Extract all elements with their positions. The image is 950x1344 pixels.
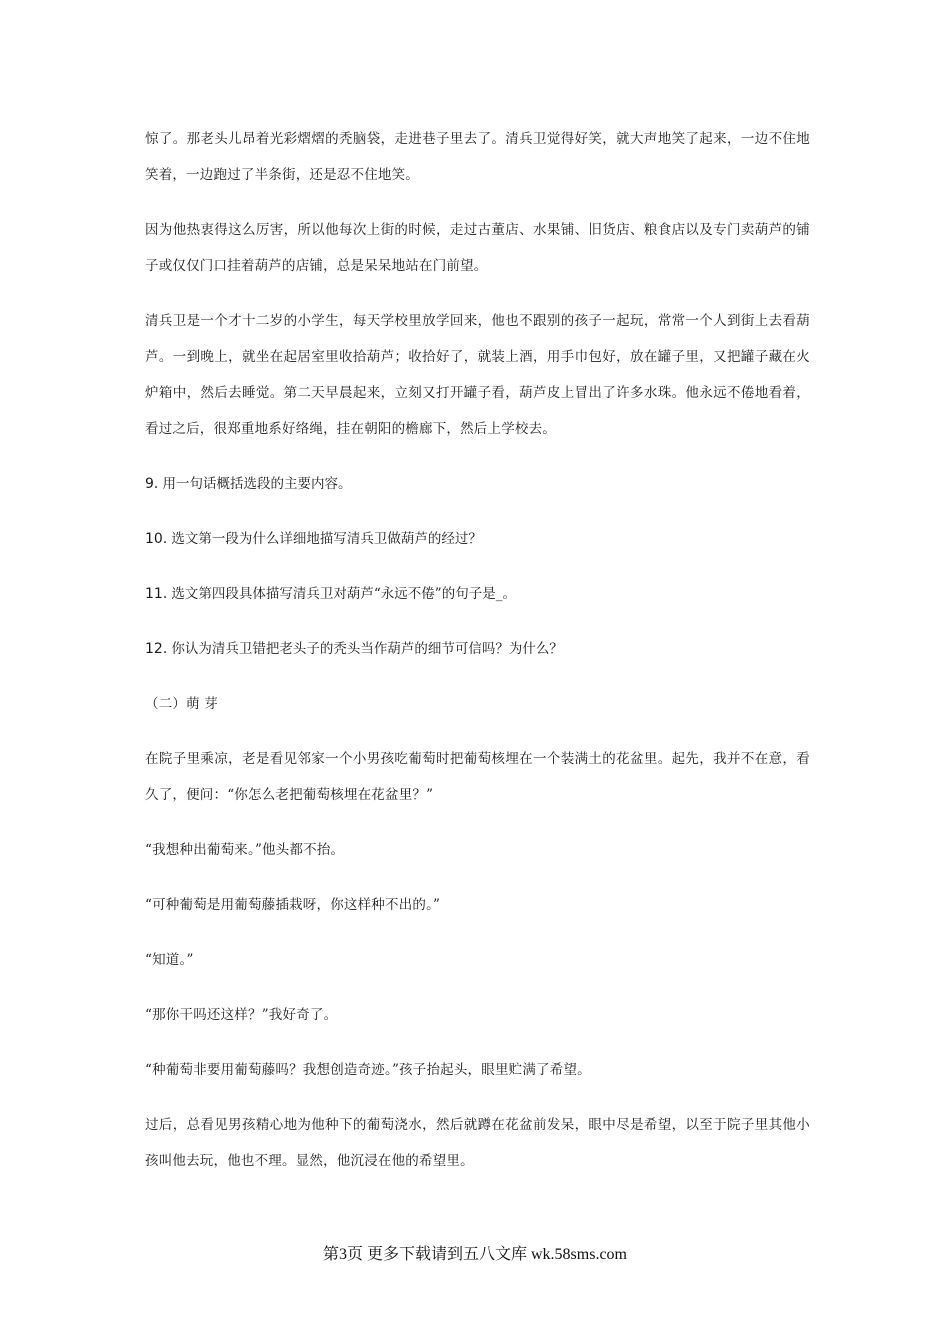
- paragraph-gap: [145, 978, 810, 997]
- question-number: 12: [145, 641, 163, 657]
- paragraph-gap: [145, 284, 810, 303]
- story-paragraph: 在院子里乘凉，老是看见邻家一个小男孩吃葡萄时把葡萄核埋在一个装满土的花盆里。起先，我并不在意，看久了，便问：“你怎么老把葡萄核埋在花盆里？”: [145, 751, 810, 803]
- question-12: [145, 631, 810, 667]
- question-10: [145, 521, 810, 557]
- paragraph-gap: [145, 667, 810, 686]
- question-9: [145, 466, 810, 502]
- paragraph-gap: [145, 502, 810, 521]
- question-text: . 你认为清兵卫错把老头子的秃头当作葫芦的细节可信吗？为什么？: [162, 641, 563, 657]
- page-content: [145, 121, 810, 1179]
- paragraph-gap: [145, 1088, 810, 1107]
- paragraph-gap: [145, 868, 810, 887]
- question-text: . 用一句话概括选段的主要内容。: [153, 476, 352, 492]
- paragraph-gap: [145, 557, 810, 576]
- paragraph: 清兵卫是一个才十二岁的小学生，每天学校里放学回来，他也不跟别的孩子一起玩，常常一个人到街上去看葫芦。一到晚上，就坐在起居室里收拾葫芦；收拾好了，就装上酒，用手巾包好，放在罐子里，又把罐子藏在火炉箱中，然后去睡觉。第二天早晨起来，立刻又打开罐子看，葫芦皮上冒出了许多水珠。他永远不倦地看着，看过之后，很郑重地系好络绳，挂在朝阳的檐廊下，然后上学校去。: [145, 313, 810, 437]
- paragraph-gap: [145, 447, 810, 466]
- paragraph-gap: [145, 923, 810, 942]
- story-paragraph: “我想种出葡萄来。”他头都不抬。: [145, 842, 345, 858]
- story-paragraph: “种葡萄非要用葡萄藤吗？我想创造奇迹。”孩子抬起头，眼里贮满了希望。: [145, 1062, 591, 1078]
- paragraph-gap: [145, 722, 810, 741]
- story-paragraph: 过后，总看见男孩精心地为他种下的葡萄浇水，然后就蹲在花盆前发呆，眼中尽是希望，以至于院子里其他小孩叫他去玩，他也不理。显然，他沉浸在他的希望里。: [145, 1117, 810, 1169]
- question-number: 10: [145, 531, 163, 547]
- question-text: . 选文第一段为什么详细地描写清兵卫做葫芦的经过？: [162, 531, 482, 547]
- question-text: . 选文第四段具体描写清兵卫对葫芦“永远不倦”的句子是_。: [162, 586, 516, 602]
- story-paragraph: “可种葡萄是用葡萄藤插栽呀，你这样种不出的。”: [145, 897, 441, 913]
- paragraph-gap: [145, 813, 810, 832]
- question-number: 9: [145, 476, 154, 492]
- question-number: 11: [145, 586, 163, 602]
- question-11: [145, 576, 810, 612]
- paragraph: 惊了。那老头儿昂着光彩熠熠的秃脑袋，走进巷子里去了。清兵卫觉得好笑，就大声地笑了起来，一边不住地笑着，一边跑过了半条街，还是忍不住地笑。: [145, 131, 810, 183]
- page-footer: 第3页 更多下载请到五八文库 wk.58sms.com: [322, 1246, 627, 1263]
- paragraph: 因为他热衷得这么厉害，所以他每次上街的时候，走过古董店、水果铺、旧货店、粮食店以及专门卖葫芦的铺子或仅仅门口挂着葫芦的店铺，总是呆呆地站在门前望。: [145, 222, 810, 274]
- story-paragraph: “那你干吗还这样？”我好奇了。: [145, 1007, 338, 1023]
- paragraph-gap: [145, 1033, 810, 1052]
- section-title: （二）萌 芽: [145, 696, 218, 712]
- paragraph-gap: [145, 193, 810, 212]
- paragraph-gap: [145, 612, 810, 631]
- story-paragraph: “知道。”: [145, 952, 194, 968]
